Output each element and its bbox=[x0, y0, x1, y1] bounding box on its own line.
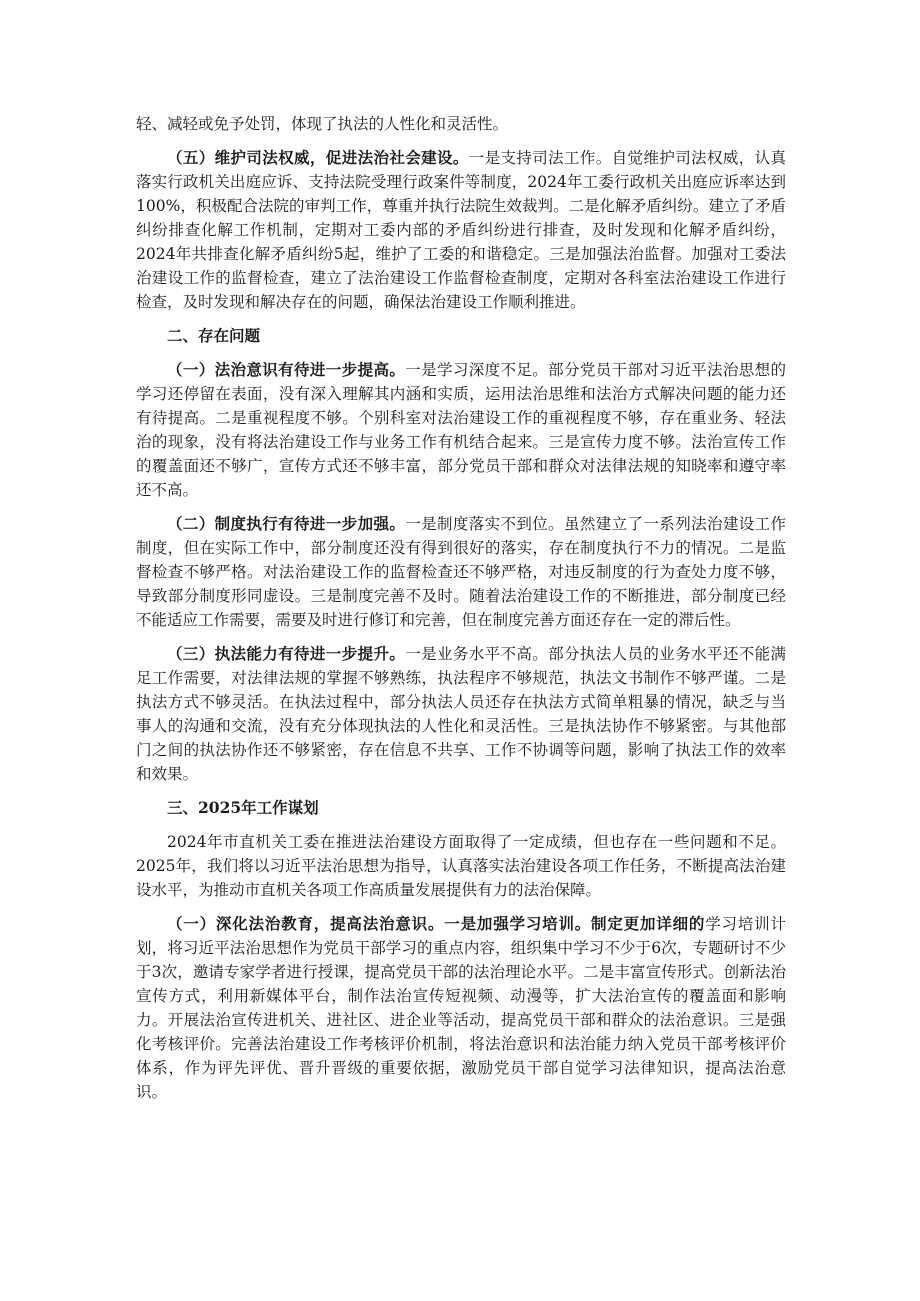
paragraph-enforcement-capability bbox=[136, 642, 786, 786]
paragraph-continuation bbox=[136, 112, 786, 136]
paragraph-text: 一是制度落实不到位。虽然建立了一系列法治建设工作制度，但在实际工作中，部分制度还没有得到很好的落实，存在制度执行不力的情况。二是监督检查不够严格。对法治建设工作的监督检查还不够严格，对违反制度的行为查处力度不够，导致部分制度形同虚设。三是制度完善不及时。随着法治建设工作的不断推进，部分制度已经不能适应工作需要，需要及时进行修订和完善，但在制度完善方面还存在一定的滞后性。 bbox=[136, 515, 786, 629]
paragraph-text: 一是业务水平不高。部分执法人员的业务水平还不能满足工作需要，对法律法规的掌握不够熟练，执法程序不够规范，执法文书制作不够严谨。二是执法方式不够灵活。在执法过程中，部分执法人员还存在执法方式简单粗暴的情况，缺乏与当事人的沟通和交流，没有充分体现执法的人性化和灵活性。三是执法协作不够紧密。与其他部门之间的执法协作还不够紧密，存在信息不共享、工作不协调等问题，影响了执法工作的效率和效果。 bbox=[136, 645, 786, 783]
paragraph-lead: （五）维护司法权威，促进法治社会建设。 bbox=[167, 148, 469, 167]
paragraph-lead: （一）深化法治教育，提高法治意识。一是加强学习培训。制定更加详细的 bbox=[167, 914, 706, 933]
paragraph-plan-intro bbox=[136, 830, 786, 902]
paragraph-system-execution bbox=[136, 512, 786, 632]
document-page bbox=[136, 112, 786, 1114]
paragraph-text: 一是学习深度不足。部分党员干部对习近平法治思想的学习还停留在表面，没有深入理解其内涵和实质，运用法治思维和法治方式解决问题的能力还有待提高。二是重视程度不够。个别科室对法治建设工作的重视程度不够，存在重业务、轻法治的现象，没有将法治建设工作与业务工作有机结合起来。三是宣传力度不够。法治宣传工作的覆盖面还不够广，宣传方式还不够丰富，部分党员干部和群众对法律法规的知晓率和遵守率还不高。 bbox=[136, 361, 786, 499]
section-heading-2025-plan: 三、2025年工作谋划 bbox=[167, 798, 319, 817]
paragraph-text: 一是支持司法工作。自觉维护司法权威，认真落实行政机关出庭应诉、支持法院受理行政案件等制度，2024年工委行政机关出庭应诉率达到100%，积极配合法院的审判工作，尊重并执行法院生效裁判。二是化解矛盾纠纷。建立了矛盾纠纷排查化解工作机制，定期对工委内部的矛盾纠纷进行排查，及时发现和化解矛盾纠纷，2024年共排查化解矛盾纠纷5起，维护了工委的和谐稳定。三是加强法治监督。加强对工委法治建设工作的监督检查，建立了法治建设工作监督检查制度，定期对各科室法治建设工作进行检查，及时发现和解决存在的问题，确保法治建设工作顺利推进。 bbox=[136, 149, 786, 311]
paragraph-lead: （一）法治意识有待进一步提高。 bbox=[167, 360, 406, 379]
paragraph-lead: （二）制度执行有待进一步加强。 bbox=[167, 514, 406, 533]
paragraph-judicial-authority bbox=[136, 146, 786, 314]
paragraph-lead: （三）执法能力有待进一步提升。 bbox=[167, 644, 406, 663]
paragraph-rule-of-law-awareness bbox=[136, 358, 786, 502]
paragraph-text: 2024年市直机关工委在推进法治建设方面取得了一定成绩，但也存在一些问题和不足。2025年，我们将以习近平法治思想为指导，认真落实法治建设各项工作任务，不断提高法治建设水平，为推动市直机关各项工作高质量发展提供有力的法治保障。 bbox=[136, 833, 786, 899]
paragraph-legal-education bbox=[136, 912, 786, 1104]
paragraph-text: 轻、减轻或免予处罚，体现了执法的人性化和灵活性。 bbox=[136, 115, 509, 133]
paragraph-text: 学习培训计划，将习近平法治思想作为党员干部学习的重点内容，组织集中学习不少于6次，专题研讨不少于3次，邀请专家学者进行授课，提高党员干部的法治理论水平。二是丰富宣传形式。创新法治宣传方式，利用新媒体平台，制作法治宣传短视频、动漫等，扩大法治宣传的覆盖面和影响力。开展法治宣传进机关、进社区、进企业等活动，提高党员干部和群众的法治意识。三是强化考核评价。完善法治建设工作考核评价机制，将法治意识和法治能力纳入党员干部考核评价体系，作为评先评优、晋升晋级的重要依据，激励党员干部自觉学习法律知识，提高法治意识。 bbox=[136, 915, 786, 1101]
section-heading-problems: 二、存在问题 bbox=[167, 326, 261, 345]
